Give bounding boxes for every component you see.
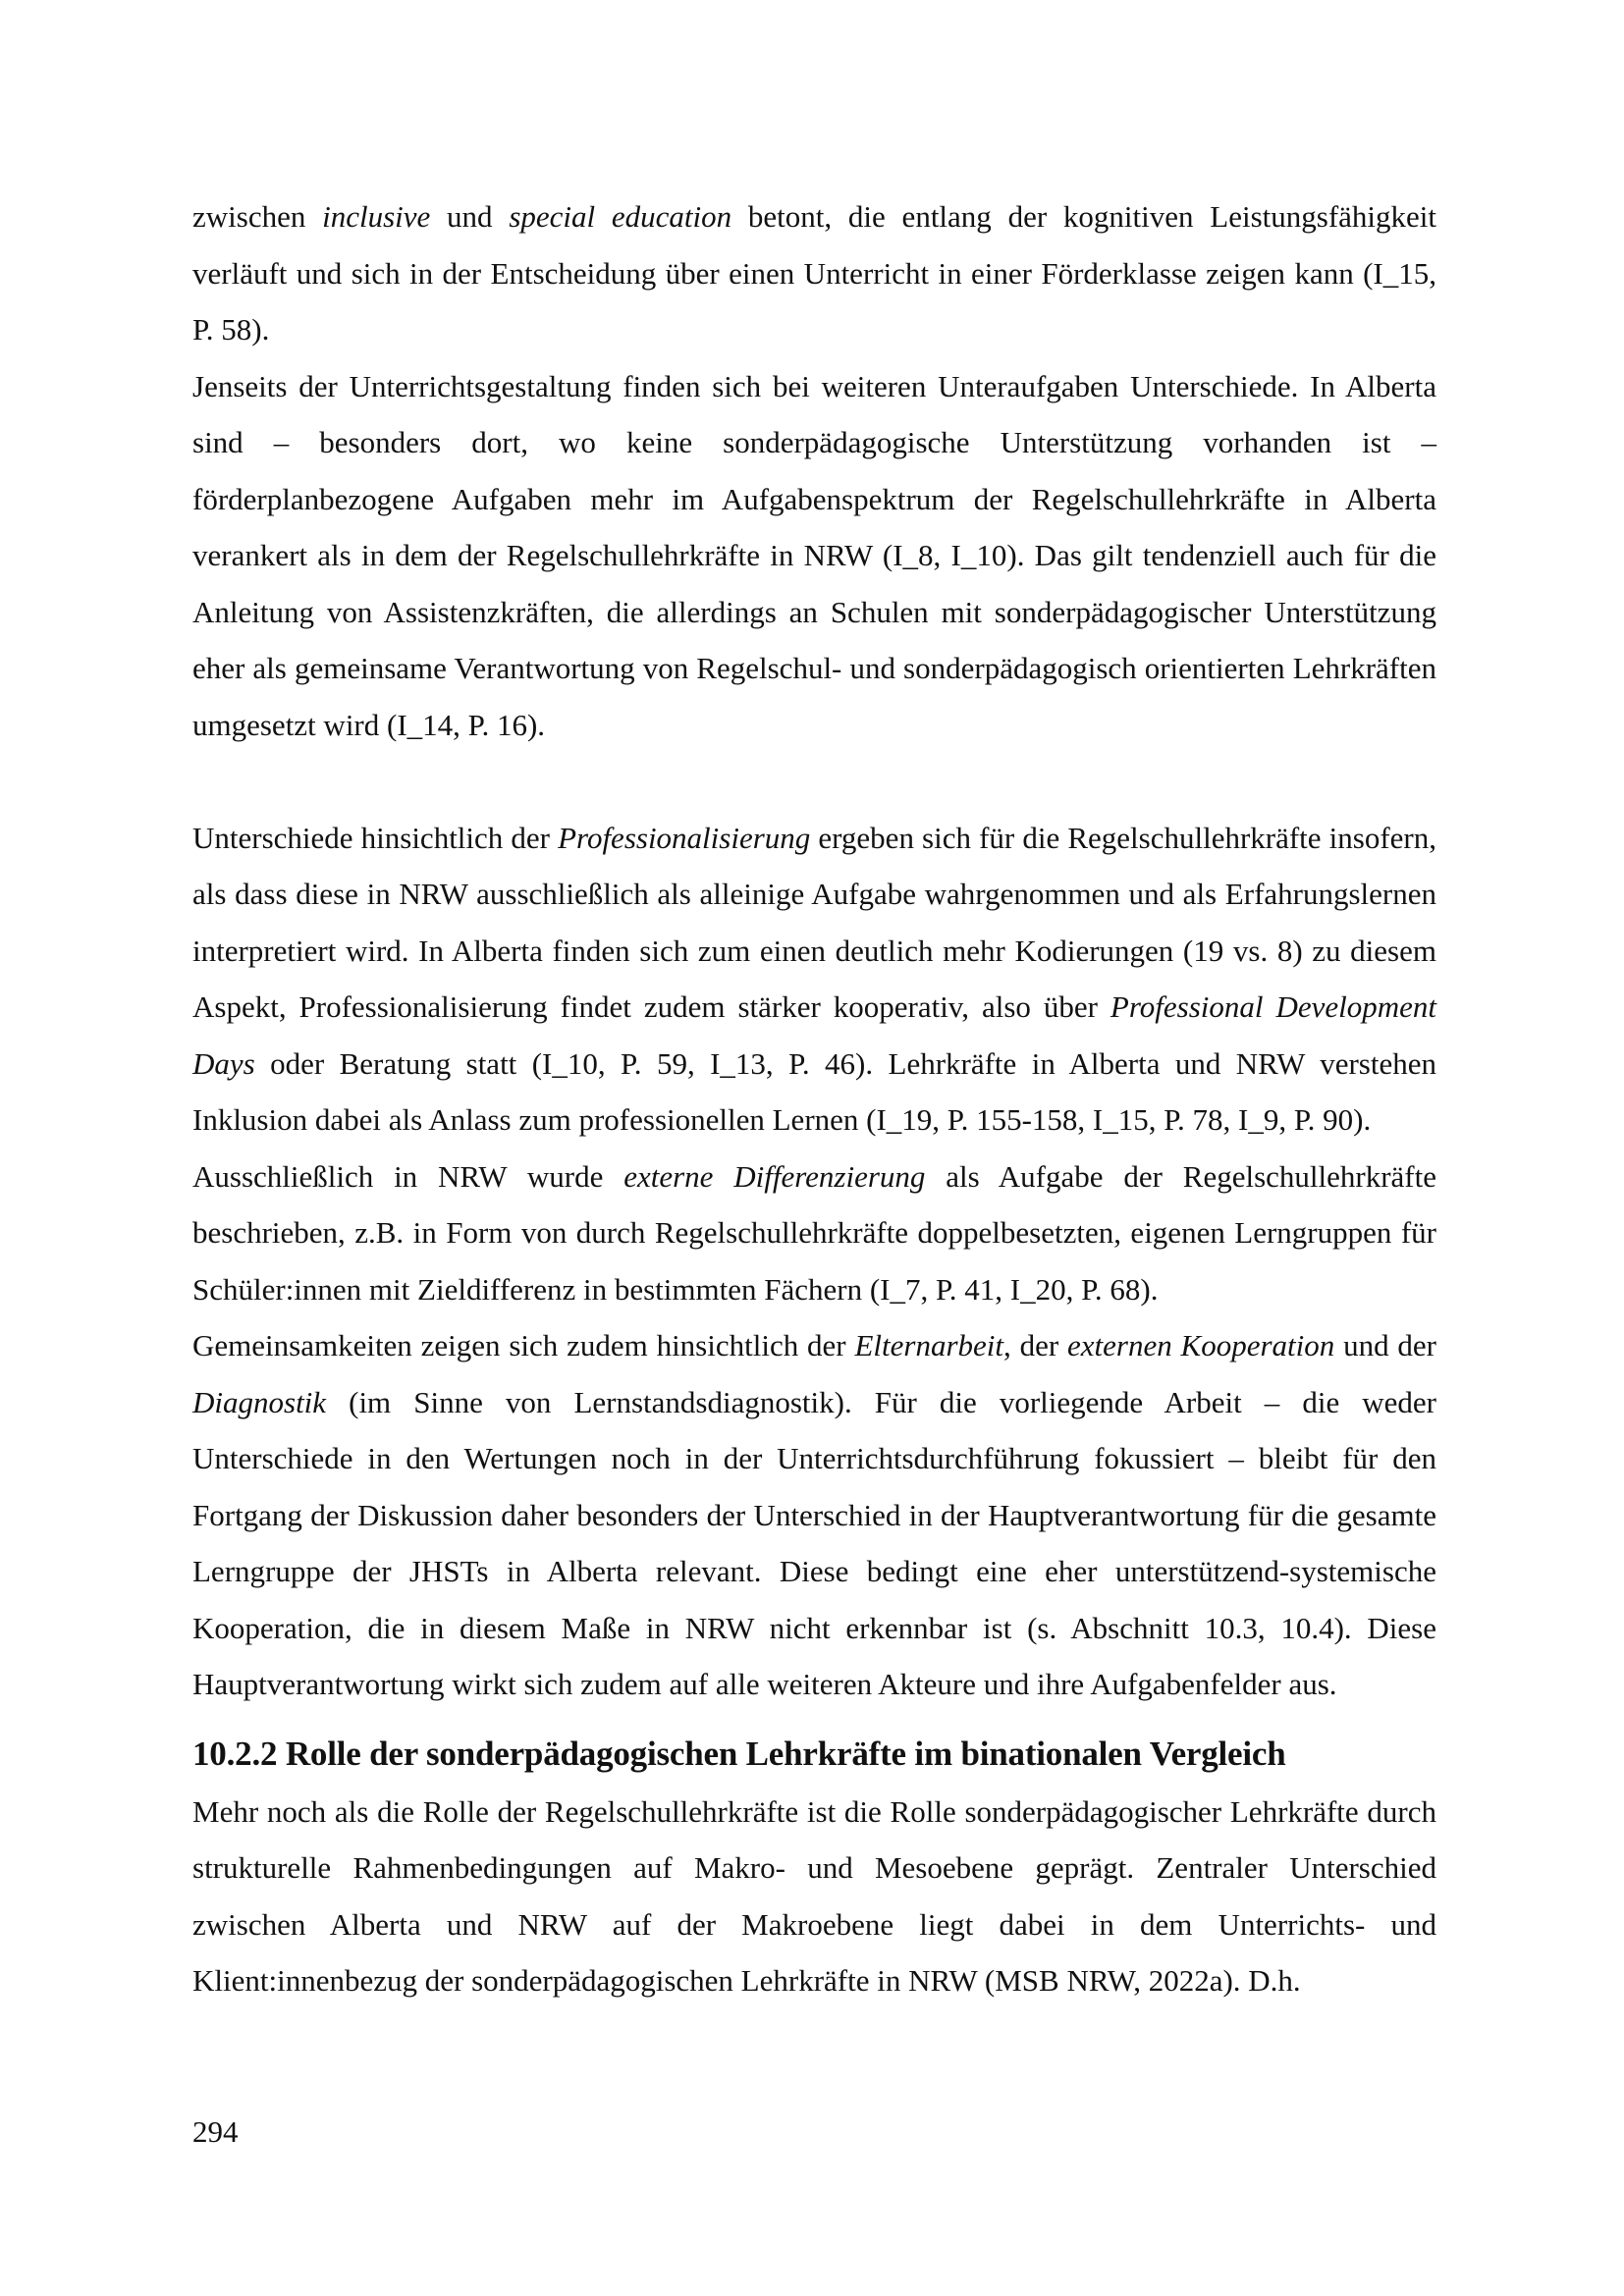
page-number: 294	[192, 2114, 239, 2149]
term-inclusive: inclusive	[322, 199, 431, 234]
paragraph-externe-differenzierung: Ausschließlich in NRW wurde externe Differenzierung als Aufgabe der Regelschullehrkräfte beschrieben, z.B. in Form von durch Regelschullehrkräfte doppelbesetzten, eigenen Lerngruppen für Schüler:innen mit Zieldifferenz in bestimmten Fächern (I_7, P. 41, I_20, P. 68).	[192, 1158, 1436, 1307]
term-professionalisierung: Professionalisierung	[558, 820, 811, 855]
term-externe-differenzierung: externe Differenzierung	[623, 1158, 926, 1194]
paragraph-gap	[192, 753, 1436, 810]
paragraph-gemeinsamkeiten: Gemeinsamkeiten zeigen sich zudem hinsichtlich der Elternarbeit, der externen Kooperation und der Diagnostik (im Sinne von Lernstandsdiagnostik). Für die vorliegende Arbeit – die weder Unterschiede in den Wertungen noch in der Unterrichtsdurchführung fokussiert – bleibt für den Fortgang der Diskussion daher besonders der Unterschied in der Hauptverantwortung für die gesamte Lerngruppe der JHSTs in Alberta relevant. Diese bedingt eine eher unterstützend-systemische Kooperation, die in diesem Maße in NRW nicht erkennbar ist (s. Abschnitt 10.3, 10.4). Diese Hauptverantwortung wirkt sich zudem auf alle weiteren Akteure und ihre Aufgabenfelder aus.	[192, 1328, 1436, 1701]
paragraph-professionalisierung: Unterschiede hinsichtlich der Professionalisierung ergeben sich für die Regelschullehrkräfte insofern, als dass diese in NRW ausschließlich als alleinige Aufgabe wahrgenommen und als Erfahrungslernen interpretiert wird. In Alberta finden sich zum einen deutlich mehr Kodierungen (19 vs. 8) zu diesem Aspekt, Professionalisierung findet zudem stärker kooperativ, also über Professional Development Days oder Beratung statt (I_10, P. 59, I_13, P. 46). Lehrkräfte in Alberta und NRW verstehen Inklusion dabei als Anlass zum professionellen Lernen (I_19, P. 155-158, I_15, P. 78, I_9, P. 90).	[192, 820, 1436, 1137]
document-page	[192, 188, 1436, 2009]
paragraph-inclusive-special-education: zwischen inclusive und special education betont, die entlang der kognitiven Leistungsfähigkeit verläuft und sich in der Entscheidung über einen Unterricht in einer Förderklasse zeigen kann (I_15, P. 58).	[192, 199, 1437, 347]
paragraph-sonderpaedagogische-lehrkraefte: Mehr noch als die Rolle der Regelschullehrkräfte ist die Rolle sonderpädagogischer Lehrkräfte durch strukturelle Rahmenbedingungen auf Makro- und Mesoebene geprägt. Zentraler Unterschied zwischen Alberta und NRW auf der Makroebene liegt dabei in dem Unterrichts- und Klient:innenbezug der sonderpädagogischen Lehrkräfte in NRW (MSB NRW, 2022a). D.h.	[192, 1793, 1436, 1998]
paragraph-unteraufgaben: Jenseits der Unterrichtsgestaltung finden sich bei weiteren Unteraufgaben Unterschiede. In Alberta sind – besonders dort, wo keine sonderpädagogische Unterstützung vorhanden ist – förderplanbezogene Aufgaben mehr im Aufgabenspektrum der Regelschullehrkräfte in Alberta verankert als in dem der Regelschullehrkräfte in NRW (I_8, I_10). Das gilt tendenziell auch für die Anleitung von Assistenzkräften, die allerdings an Schulen mit sonderpädagogischer Unterstützung eher als gemeinsame Verantwortung von Regelschul- und sonderpädagogisch orientierten Lehrkräften umgesetzt wird (I_14, P. 16).	[192, 368, 1436, 742]
term-professional-development-days: Professional Development Days	[192, 989, 1436, 1081]
term-special-education: special education	[509, 199, 732, 234]
term-elternarbeit: Elternarbeit	[854, 1328, 1003, 1362]
term-diagnostik: Diagnostik	[192, 1384, 327, 1419]
term-externe-kooperation: externen Kooperation	[1066, 1328, 1335, 1362]
section-heading: 10.2.2 Rolle der sonderpädagogischen Lehrkräfte im binationalen Vergleich	[192, 1734, 1286, 1773]
